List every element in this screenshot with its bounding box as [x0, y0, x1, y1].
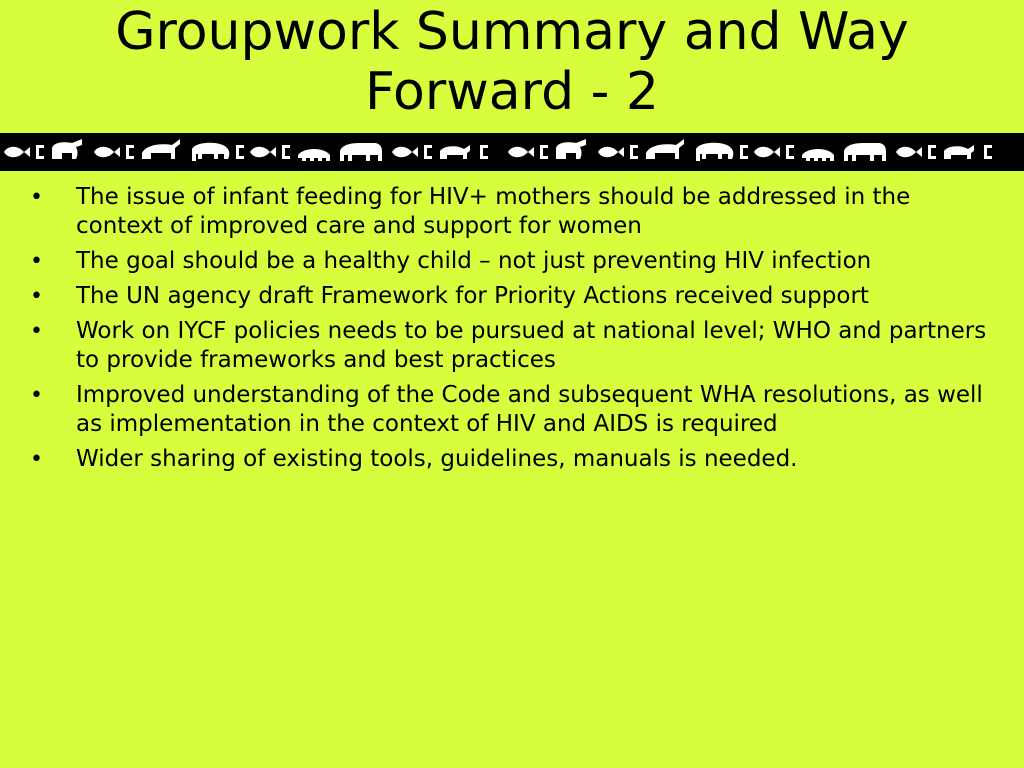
frieze-figure — [236, 145, 244, 159]
bullet-text: The goal should be a healthy child – not just preventing HIV infection — [76, 248, 872, 274]
frieze-figure — [282, 145, 290, 159]
bullet-glyph: • — [30, 447, 43, 472]
frieze-figure — [646, 139, 684, 159]
frieze-figure — [424, 145, 432, 159]
frieze-figure — [844, 143, 886, 161]
frieze-figure — [52, 139, 82, 159]
animal-frieze-icon — [0, 133, 1024, 171]
bullet-item — [24, 381, 1004, 439]
bullet-item — [24, 247, 1004, 276]
bullet-item — [24, 282, 1004, 311]
frieze-figure — [786, 145, 794, 159]
frieze-figure — [508, 147, 534, 158]
bullet-text: The issue of infant feeding for HIV+ mothers should be addressed in the context of improved care and support for women — [76, 184, 911, 239]
frieze-figure — [36, 145, 44, 159]
decorative-banner — [0, 133, 1024, 171]
frieze-figure — [540, 145, 548, 159]
bullet-item — [24, 317, 1004, 375]
frieze-figure — [142, 139, 180, 159]
bullet-text: Work on IYCF policies needs to be pursued at national level; WHO and partners to provide frameworks and best practices — [76, 318, 987, 373]
bullet-glyph: • — [30, 284, 43, 309]
frieze-figure — [250, 147, 276, 158]
frieze-figure — [598, 147, 624, 158]
frieze-figure — [630, 145, 638, 159]
bullet-text: The UN agency draft Framework for Priority Actions received support — [76, 283, 869, 309]
bullet-text: Improved understanding of the Code and subsequent WHA resolutions, as well as implementation in the context of HIV and AIDS is required — [76, 382, 983, 437]
bullet-glyph: • — [30, 249, 43, 274]
frieze-figure — [298, 149, 330, 161]
frieze-figure — [556, 139, 586, 159]
frieze-figure — [754, 147, 780, 158]
bullet-text: Wider sharing of existing tools, guidelines, manuals is needed. — [76, 446, 798, 472]
frieze-figure — [740, 145, 748, 159]
frieze-figure — [4, 147, 30, 158]
slide-title: Groupwork Summary and Way Forward - 2 — [115, 2, 909, 122]
bullet-glyph: • — [30, 185, 43, 210]
frieze-figure — [896, 147, 922, 158]
bullet-list — [24, 183, 1004, 480]
frieze-figure — [984, 145, 992, 159]
frieze-figure — [802, 149, 834, 161]
frieze-figure — [696, 143, 733, 161]
frieze-figure — [928, 145, 936, 159]
bullet-item — [24, 445, 1004, 474]
frieze-figure — [126, 145, 134, 159]
frieze-figure — [480, 145, 488, 159]
frieze-figure — [340, 143, 382, 161]
frieze-figure — [944, 145, 974, 159]
frieze-figure — [94, 147, 120, 158]
bullet-glyph: • — [30, 383, 43, 408]
frieze-figure — [392, 147, 418, 158]
frieze-figure — [440, 145, 470, 159]
bullet-item — [24, 183, 1004, 241]
bullet-glyph: • — [30, 319, 43, 344]
frieze-motif — [4, 139, 488, 161]
frieze-motif — [508, 139, 992, 161]
frieze-figure — [192, 143, 229, 161]
